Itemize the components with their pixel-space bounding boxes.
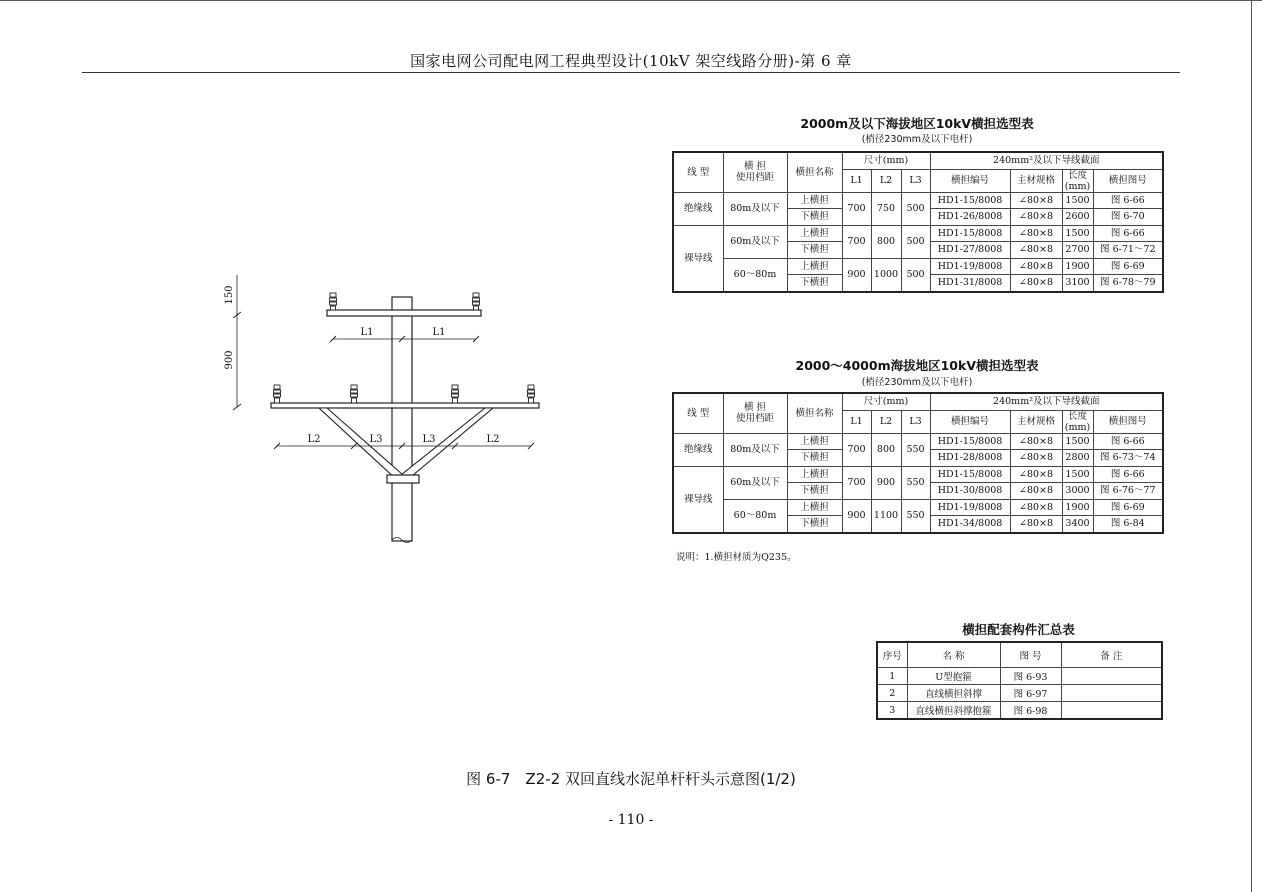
insulator-icon-upper-left — [330, 293, 337, 310]
t2-cell: 3000 — [1062, 483, 1093, 500]
t1-cell: 750 — [871, 192, 901, 225]
t2-head-l1: L1 — [842, 410, 871, 433]
table-row — [673, 258, 1163, 275]
t1-head-size: 尺寸(mm) — [842, 152, 930, 169]
t1-cell: 图 6-66 — [1093, 225, 1163, 242]
t1-head-l3: L3 — [901, 169, 930, 192]
t1-cell: 1000 — [871, 258, 901, 292]
t2-cell: 下横担 — [787, 516, 842, 533]
t2-cell: 图 6-66 — [1093, 433, 1163, 450]
t2-head-l3: L3 — [901, 410, 930, 433]
t2-head-name: 横担名称 — [787, 393, 842, 433]
t3-cell: U型抱箍 — [907, 668, 1000, 685]
t1-cell: 500 — [901, 225, 930, 258]
t1-cell: HD1-31/8008 — [930, 275, 1010, 292]
t2-cell: HD1-30/8008 — [930, 483, 1010, 500]
t2-cell: 下横担 — [787, 450, 842, 467]
table2-title: 2000～4000m海拔地区10kV横担选型表 — [795, 358, 1039, 373]
t2-cell: 1500 — [1062, 433, 1093, 450]
t1-cell: 1500 — [1062, 225, 1093, 242]
upper-cross-arm — [327, 310, 481, 316]
t1-cell: 图 6-69 — [1093, 258, 1163, 275]
t2-head-l2: L2 — [871, 410, 901, 433]
t1-cell: 图 6-70 — [1093, 209, 1163, 226]
t2-cell: ∠80×8 — [1010, 516, 1062, 533]
t2-group-insulated: 绝缘线 — [673, 433, 723, 466]
t1-cell: HD1-15/8008 — [930, 225, 1010, 242]
t3-cell: 图 6-97 — [1000, 685, 1061, 702]
t2-cell: 2800 — [1062, 450, 1093, 467]
pole — [392, 297, 412, 541]
t1-cell: HD1-15/8008 — [930, 192, 1010, 209]
t3-head-remark: 备 注 — [1061, 642, 1162, 668]
t1-span-cell: 80m及以下 — [723, 192, 787, 225]
t2-cell: 上横担 — [787, 499, 842, 516]
t1-cell: ∠80×8 — [1010, 209, 1062, 226]
table-row — [673, 466, 1163, 483]
table-row — [877, 668, 1162, 685]
brace-clamp — [387, 475, 419, 483]
t2-cell: 下横担 — [787, 483, 842, 500]
t1-cell: 500 — [901, 258, 930, 292]
t1-head-length: 长度(mm) — [1062, 169, 1093, 192]
t2-cell: HD1-34/8008 — [930, 516, 1010, 533]
insulator-icon-lower-3 — [452, 385, 459, 403]
table3-title: 横担配套构件汇总表 — [962, 622, 1075, 637]
t1-group-bare: 裸导线 — [673, 225, 723, 292]
table1-subtitle: (梢径230mm及以下电杆) — [861, 134, 973, 145]
t2-cell: 800 — [871, 433, 901, 466]
t1-cell: 2700 — [1062, 242, 1093, 259]
t2-cell: HD1-15/8008 — [930, 433, 1010, 450]
t2-cell: HD1-19/8008 — [930, 499, 1010, 516]
t1-cell: 下横担 — [787, 275, 842, 292]
t1-cell: 700 — [842, 192, 871, 225]
table-row — [673, 225, 1163, 242]
t2-head-span: 横 担 使用档距 — [723, 393, 787, 433]
t1-head-name: 横担名称 — [787, 152, 842, 192]
t1-cell: 图 6-78～79 — [1093, 275, 1163, 292]
t3-cell — [1061, 685, 1162, 702]
t2-cell: 图 6-69 — [1093, 499, 1163, 516]
page-header: 国家电网公司配电网工程典型设计(10kV 架空线路分册)-第 6 章 — [410, 52, 852, 70]
t2-cell: 图 6-84 — [1093, 516, 1163, 533]
t1-cell: HD1-19/8008 — [930, 258, 1010, 275]
table3 — [876, 641, 1163, 720]
t1-cell: 上横担 — [787, 225, 842, 242]
t1-cell: 1500 — [1062, 192, 1093, 209]
t3-cell: 1 — [877, 668, 907, 685]
t2-group-bare: 裸导线 — [673, 466, 723, 533]
table-row — [877, 685, 1162, 702]
t3-head-no: 序号 — [877, 642, 907, 668]
label-l3-right: L3 — [422, 434, 436, 445]
t1-head-section: 240mm²及以下导线截面 — [930, 152, 1163, 169]
t2-cell: 1100 — [871, 499, 901, 533]
t3-cell — [1061, 668, 1162, 685]
t1-cell: 下横担 — [787, 242, 842, 259]
t1-cell: 上横担 — [787, 258, 842, 275]
t3-cell: 直线横担斜撑 — [907, 685, 1000, 702]
t2-head-length: 长度(mm) — [1062, 410, 1093, 433]
insulator-icon-lower-2 — [351, 385, 358, 403]
t2-head-material: 主材规格 — [1010, 410, 1062, 433]
t1-cell: ∠80×8 — [1010, 225, 1062, 242]
t1-cell: ∠80×8 — [1010, 242, 1062, 259]
t2-span-cell: 60m及以下 — [723, 466, 787, 499]
t2-cell: 上横担 — [787, 433, 842, 450]
t1-cell: 图 6-71～72 — [1093, 242, 1163, 259]
table-row — [877, 702, 1162, 720]
label-l2-left: L2 — [307, 434, 321, 445]
t2-cell: 550 — [901, 466, 930, 499]
t2-cell: ∠80×8 — [1010, 483, 1062, 500]
t1-group-insulated: 绝缘线 — [673, 192, 723, 225]
t1-cell: 3100 — [1062, 275, 1093, 292]
t1-cell: 下横担 — [787, 209, 842, 226]
t2-cell: 1900 — [1062, 499, 1093, 516]
t3-cell: 直线横担斜撑抱箍 — [907, 702, 1000, 720]
t3-cell: 图 6-98 — [1000, 702, 1061, 720]
t2-cell: 图 6-66 — [1093, 466, 1163, 483]
table1-title: 2000m及以下海拔地区10kV横担选型表 — [800, 116, 1034, 131]
t3-cell — [1061, 702, 1162, 720]
t2-cell: ∠80×8 — [1010, 450, 1062, 467]
t1-head-line-type: 线 型 — [673, 152, 723, 192]
right-brace — [401, 408, 493, 481]
table-row — [673, 433, 1163, 450]
t2-cell: 550 — [901, 433, 930, 466]
t1-head-code: 横担编号 — [930, 169, 1010, 192]
t2-cell: 3400 — [1062, 516, 1093, 533]
figure-caption: 图 6-7 Z2-2 双回直线水泥单杆杆头示意图(1/2) — [466, 770, 796, 788]
t1-cell: 500 — [901, 192, 930, 225]
t3-head-name: 名 称 — [907, 642, 1000, 668]
t2-span-cell: 80m及以下 — [723, 433, 787, 466]
header-rule — [82, 72, 1180, 73]
t1-head-l1: L1 — [842, 169, 871, 192]
t2-cell: 700 — [842, 433, 871, 466]
t2-head-line-type: 线 型 — [673, 393, 723, 433]
dim-150: 150 — [224, 285, 235, 305]
t1-cell: 图 6-66 — [1093, 192, 1163, 209]
t1-cell: ∠80×8 — [1010, 192, 1062, 209]
t1-head-material: 主材规格 — [1010, 169, 1062, 192]
t2-head-code: 横担编号 — [930, 410, 1010, 433]
table-note: 说明：1.横担材质为Q235。 — [676, 552, 797, 563]
left-brace — [319, 408, 403, 481]
table2 — [672, 392, 1164, 534]
t1-cell: 1900 — [1062, 258, 1093, 275]
table-row — [673, 192, 1163, 209]
t1-cell: 700 — [842, 225, 871, 258]
table2-subtitle: (梢径230mm及以下电杆) — [861, 377, 973, 388]
t3-cell: 2 — [877, 685, 907, 702]
t2-cell: ∠80×8 — [1010, 499, 1062, 516]
lower-cross-arm — [271, 403, 539, 408]
insulator-icon-lower-4 — [528, 385, 535, 403]
t2-head-drawing: 横担图号 — [1093, 410, 1163, 433]
insulator-icon-lower-1 — [274, 385, 281, 403]
label-l2-right: L2 — [486, 434, 500, 445]
t1-cell: 上横担 — [787, 192, 842, 209]
page-number: - 110 - — [608, 812, 654, 828]
page-frame-right — [1251, 0, 1252, 892]
t1-cell: 900 — [842, 258, 871, 292]
table1 — [672, 151, 1164, 293]
label-l1-right: L1 — [432, 327, 446, 338]
page-frame-top — [0, 0, 1262, 1]
pole-head-drawing — [215, 265, 545, 550]
t2-head-size: 尺寸(mm) — [842, 393, 930, 410]
t2-cell: 900 — [871, 466, 901, 499]
t1-cell: 2600 — [1062, 209, 1093, 226]
label-l3-left: L3 — [369, 434, 383, 445]
t2-cell: 900 — [842, 499, 871, 533]
table-row — [673, 499, 1163, 516]
t2-cell: 1500 — [1062, 466, 1093, 483]
t2-cell: 图 6-76～77 — [1093, 483, 1163, 500]
dim-900: 900 — [224, 350, 235, 370]
t2-cell: 550 — [901, 499, 930, 533]
t1-head-span: 横 担 使用档距 — [723, 152, 787, 192]
t2-cell: 700 — [842, 466, 871, 499]
t2-head-section: 240mm²及以下导线截面 — [930, 393, 1163, 410]
t2-cell: HD1-15/8008 — [930, 466, 1010, 483]
t1-span-cell: 60m及以下 — [723, 225, 787, 258]
t1-span-cell: 60～80m — [723, 258, 787, 292]
t3-cell: 图 6-93 — [1000, 668, 1061, 685]
t1-cell: HD1-26/8008 — [930, 209, 1010, 226]
insulator-icon-upper-right — [473, 293, 480, 310]
t2-cell: 上横担 — [787, 466, 842, 483]
t2-cell: HD1-28/8008 — [930, 450, 1010, 467]
t2-cell: ∠80×8 — [1010, 466, 1062, 483]
t2-cell: ∠80×8 — [1010, 433, 1062, 450]
t3-head-fig: 图 号 — [1000, 642, 1061, 668]
t2-cell: 图 6-73～74 — [1093, 450, 1163, 467]
label-l1-left: L1 — [360, 327, 374, 338]
t1-cell: HD1-27/8008 — [930, 242, 1010, 259]
t1-cell: ∠80×8 — [1010, 258, 1062, 275]
t2-span-cell: 60～80m — [723, 499, 787, 533]
t1-head-drawing: 横担图号 — [1093, 169, 1163, 192]
t3-cell: 3 — [877, 702, 907, 720]
t1-cell: 800 — [871, 225, 901, 258]
t1-cell: ∠80×8 — [1010, 275, 1062, 292]
t1-head-l2: L2 — [871, 169, 901, 192]
